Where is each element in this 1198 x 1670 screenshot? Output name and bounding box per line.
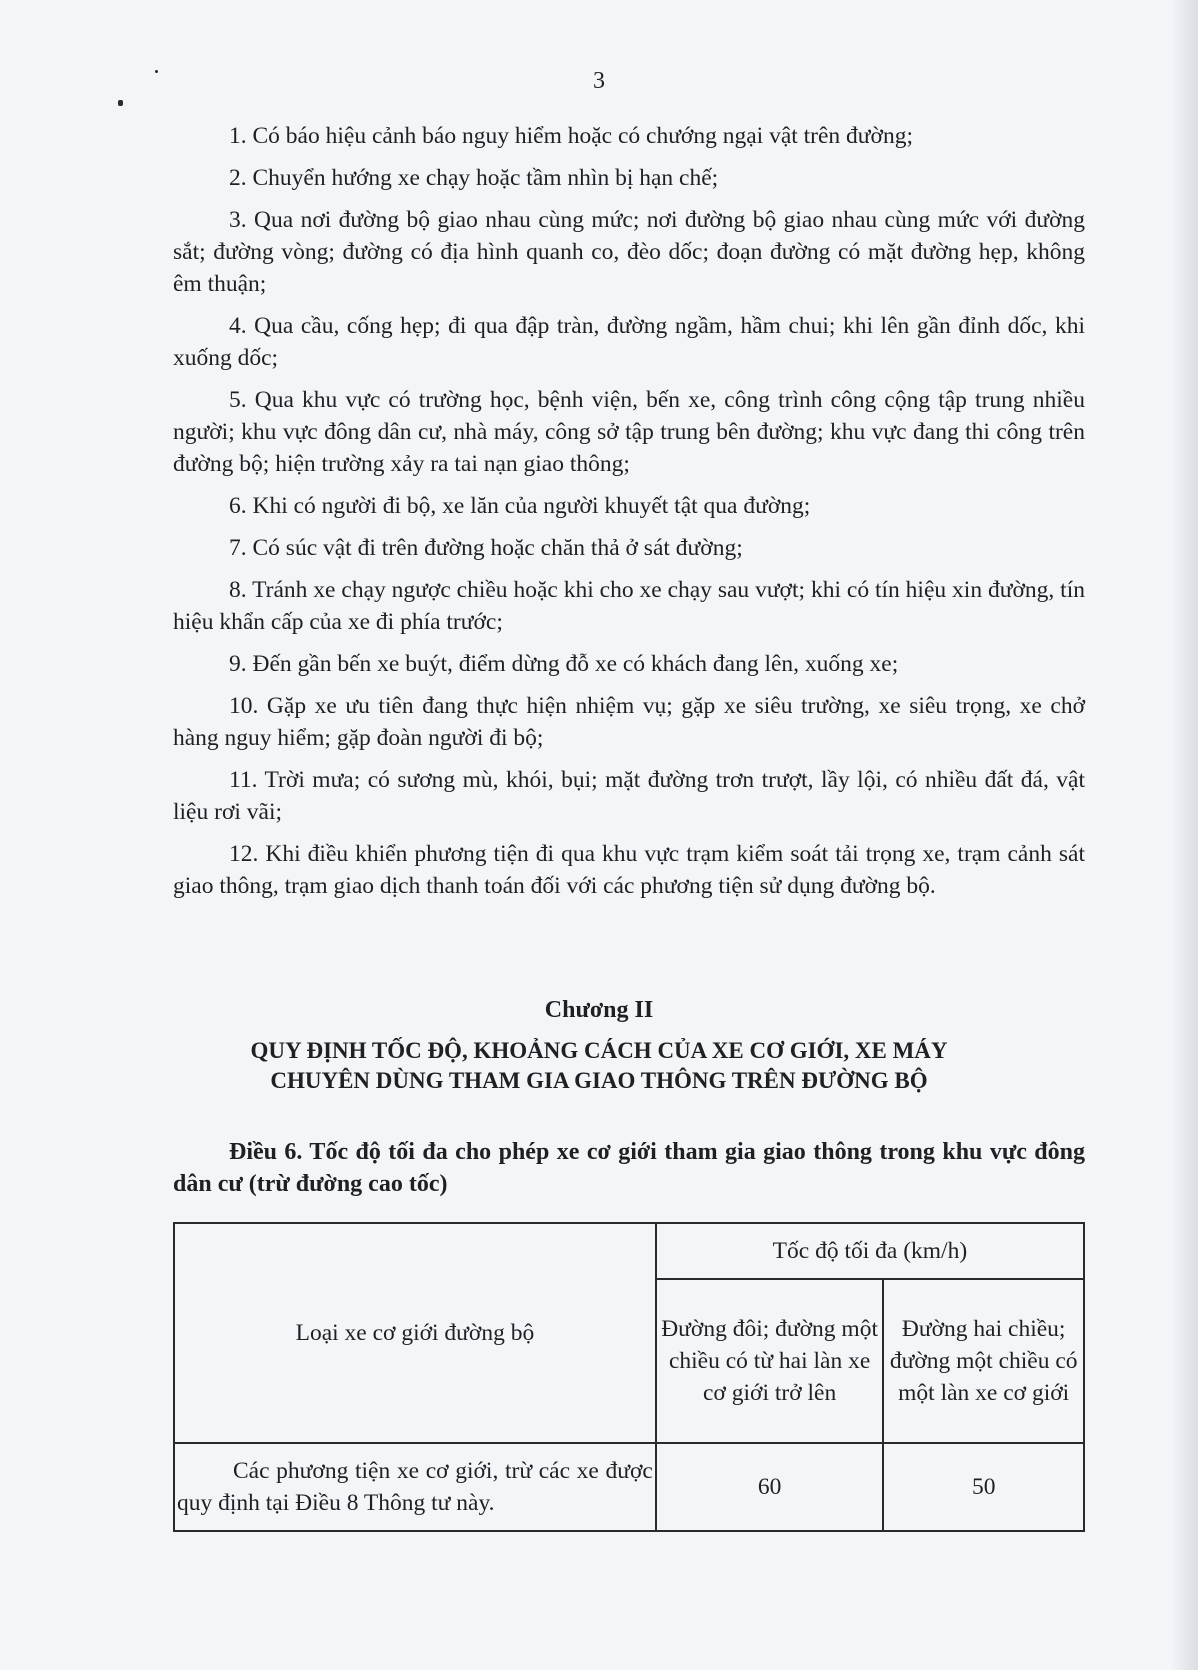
list-of-conditions	[173, 120, 1085, 912]
chapter-label: Chương II	[544, 997, 654, 1023]
chapter-title-line-1: QUY ĐỊNH TỐC ĐỘ, KHOẢNG CÁCH CỦA XE CƠ GIỚI, XE MÁY	[250, 1038, 948, 1063]
row-vehicle-description: Các phương tiện xe cơ giới, trừ các xe được quy định tại Điều 8 Thông tư này.	[174, 1443, 656, 1531]
list-item: 10. Gặp xe ưu tiên đang thực hiện nhiệm vụ; gặp xe siêu trường, xe siêu trọng, xe chở hàng nguy hiểm; gặp đoàn người đi bộ;	[173, 693, 1085, 751]
speed-limit-table	[173, 1222, 1085, 1532]
scan-speck	[118, 100, 123, 106]
page-number: 3	[593, 68, 605, 94]
list-item: 1. Có báo hiệu cảnh báo nguy hiểm hoặc có chướng ngại vật trên đường;	[229, 123, 914, 149]
article-heading: Điều 6. Tốc độ tối đa cho phép xe cơ giới tham gia giao thông trong khu vực đông dân cư (trừ đường cao tốc)	[173, 1139, 1085, 1197]
header-two-way-road: Đường hai chiều; đường một chiều có một làn xe cơ giới	[883, 1279, 1084, 1443]
header-divided-road: Đường đôi; đường một chiều có từ hai làn xe cơ giới trở lên	[656, 1279, 884, 1443]
table-header-row	[174, 1223, 1084, 1279]
list-item: 11. Trời mưa; có sương mù, khói, bụi; mặt đường trơn trượt, lầy lội, có nhiều đất đá, vật liệu rơi vãi;	[173, 767, 1085, 825]
list-item: 6. Khi có người đi bộ, xe lăn của người khuyết tật qua đường;	[229, 493, 811, 519]
list-item: 9. Đến gần bến xe buýt, điểm dừng đỗ xe có khách đang lên, xuống xe;	[229, 651, 899, 677]
chapter-title-line-2: CHUYÊN DÙNG THAM GIA GIAO THÔNG TRÊN ĐƯỜNG BỘ	[270, 1068, 928, 1093]
list-item: 3. Qua nơi đường bộ giao nhau cùng mức; nơi đường bộ giao nhau cùng mức với đường sắt; đường vòng; đường có địa hình quanh co, đèo dốc; đoạn đường có mặt đường hẹp, không êm thuận;	[173, 207, 1085, 297]
list-item: 4. Qua cầu, cống hẹp; đi qua đập tràn, đường ngầm, hầm chui; khi lên gần đỉnh dốc, khi xuống dốc;	[173, 313, 1085, 371]
table-row	[174, 1443, 1084, 1531]
header-vehicle-type: Loại xe cơ giới đường bộ	[174, 1223, 656, 1443]
list-item: 7. Có súc vật đi trên đường hoặc chăn thả ở sát đường;	[229, 535, 743, 561]
row-speed-two-way: 50	[883, 1443, 1084, 1531]
list-item: 2. Chuyển hướng xe chạy hoặc tầm nhìn bị hạn chế;	[229, 165, 719, 191]
list-item: 5. Qua khu vực có trường học, bệnh viện, bến xe, công trình công cộng tập trung nhiều người; khu vực đông dân cư, nhà máy, công sở tập trung bên đường; khu vực đang thi công trên đường bộ; hiện trường xảy ra tai nạn giao thông;	[173, 387, 1085, 477]
row-speed-divided: 60	[656, 1443, 884, 1531]
list-item: 8. Tránh xe chạy ngược chiều hoặc khi cho xe chạy sau vượt; khi có tín hiệu xin đường, tín hiệu khẩn cấp của xe đi phía trước;	[173, 577, 1085, 635]
scan-edge-shadow	[1170, 0, 1198, 1670]
list-item: 12. Khi điều khiển phương tiện đi qua khu vực trạm kiểm soát tải trọng xe, trạm cảnh sát giao thông, trạm giao dịch thanh toán đối với các phương tiện sử dụng đường bộ.	[173, 841, 1085, 899]
header-max-speed: Tốc độ tối đa (km/h)	[656, 1223, 1084, 1279]
